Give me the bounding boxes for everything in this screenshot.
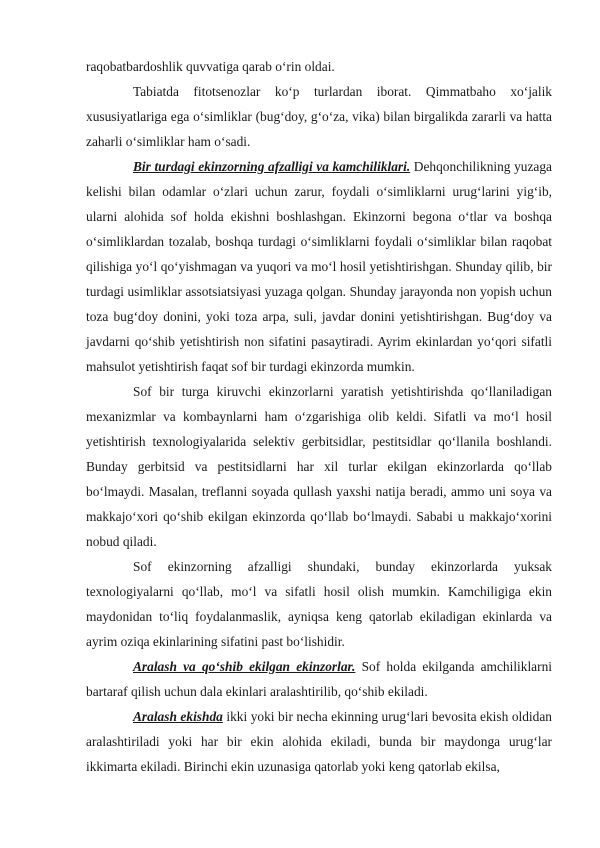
paragraph-4-text: Sof bir turga kiruvchi ekinzorlarni yaratish yetishtirishda qo‘llaniladigan mexanizmlar va kombaynlarni ham o‘zgarishiga olib keldi. Sifatli va mo‘l hosil yetishtirish texnologiyalarida selektiv gerbitsidlar, pestitsidlar qo‘llanila boshlandi. Bunday gerbitsid va pestitsidlarni har xil turlar ekilgan ekinzorlarda qo‘llab bo‘lmaydi. Masalan, treflanni soyada qullash yaxshi natija beradi, ammo uni soya va makkajo‘xori qo‘shib ekilgan ekinzorda qo‘llab bo‘lmaydi. Sababi u makkajo‘xorini nobud qiladi. <box>86 384 552 549</box>
paragraph-2-text: Tabiatda fitotsenozlar ko‘p turlardan iborat. Qimmatbaho xo‘jalik xususiyatlariga ega o‘simliklar (bug‘doy, g‘o‘za, vika) bilan birgalikda zararli va hatta zaharli o‘simliklar ham o‘sadi. <box>86 84 552 149</box>
paragraph-7 <box>86 704 552 779</box>
paragraph-5 <box>86 554 552 654</box>
paragraph-6-text: Sof holda ekilganda amchiliklarni bartaraf qilish uchun dala ekinlari aralashtirilib, qo‘shib ekiladi. <box>86 659 552 699</box>
paragraph-3 <box>86 154 552 379</box>
paragraph-5-text: Sof ekinzorning afzalligi shundaki, bunday ekinzorlarda yuksak texnologiyalarni qo‘llab, mo‘l va sifatli hosil olish mumkin. Kamchiligiga ekin maydonidan to‘liq foydalanmaslik, ayniqsa keng qatorlab ekiladigan ekinlarda va ayrim oziqa ekinlarining sifatini past bo‘lishidir. <box>86 559 552 649</box>
section-heading-monoculture: Bir turdagi ekinzorning afzalligi va kamchiliklari. <box>133 159 411 174</box>
paragraph-6 <box>86 654 552 704</box>
paragraph-1-text: raqobatbardoshlik quvvatiga qarab o‘rin oldai. <box>86 59 335 74</box>
paragraph-4 <box>86 379 552 554</box>
paragraph-2 <box>86 79 552 154</box>
paragraph-3-text: Dehqonchilikning yuzaga kelishi bilan odamlar o‘zlari uchun zarur, foydali o‘simliklarni urug‘larini yig‘ib, ularni alohida sof holda ekishni boshlashgan. Ekinzorni begona o‘tlar va boshqa o‘simliklardan tozalab, boshqa turdagi o‘simliklarni foydali o‘simliklar bilan raqobat qilishiga yo‘l qo‘yishmagan va yuqori va mo‘l hosil yetishtirishgan. Shunday qilib, bir turdagi usimliklar assotsiatsiyasi yuzaga qolgan. Shunday jarayonda non yopish uchun toza bug‘doy donini, yoki toza arpa, suli, javdar donini yetishtirishgan. Bug‘doy va javdarni qo‘shib yetishtirish non sifatini pasaytiradi. Ayrim ekinlardan yo‘qori sifatli mahsulot yetishtirish faqat sof bir turdagi ekinzorda mumkin. <box>86 159 552 374</box>
term-mixed-sowing: Aralash ekishda <box>133 709 223 724</box>
paragraph-7-text: ikki yoki bir necha ekinning urug‘lari bevosita ekish oldidan aralashtiriladi yoki har bir ekin alohida ekiladi, bunda bir maydonga urug‘lar ikkimarta ekiladi. Birinchi ekin uzunasiga qatorlab yoki keng qatorlab ekilsa, <box>86 709 552 774</box>
paragraph-1 <box>86 54 552 79</box>
section-heading-mixed-crops: Aralash va qo‘shib ekilgan ekinzorlar. <box>133 659 356 674</box>
